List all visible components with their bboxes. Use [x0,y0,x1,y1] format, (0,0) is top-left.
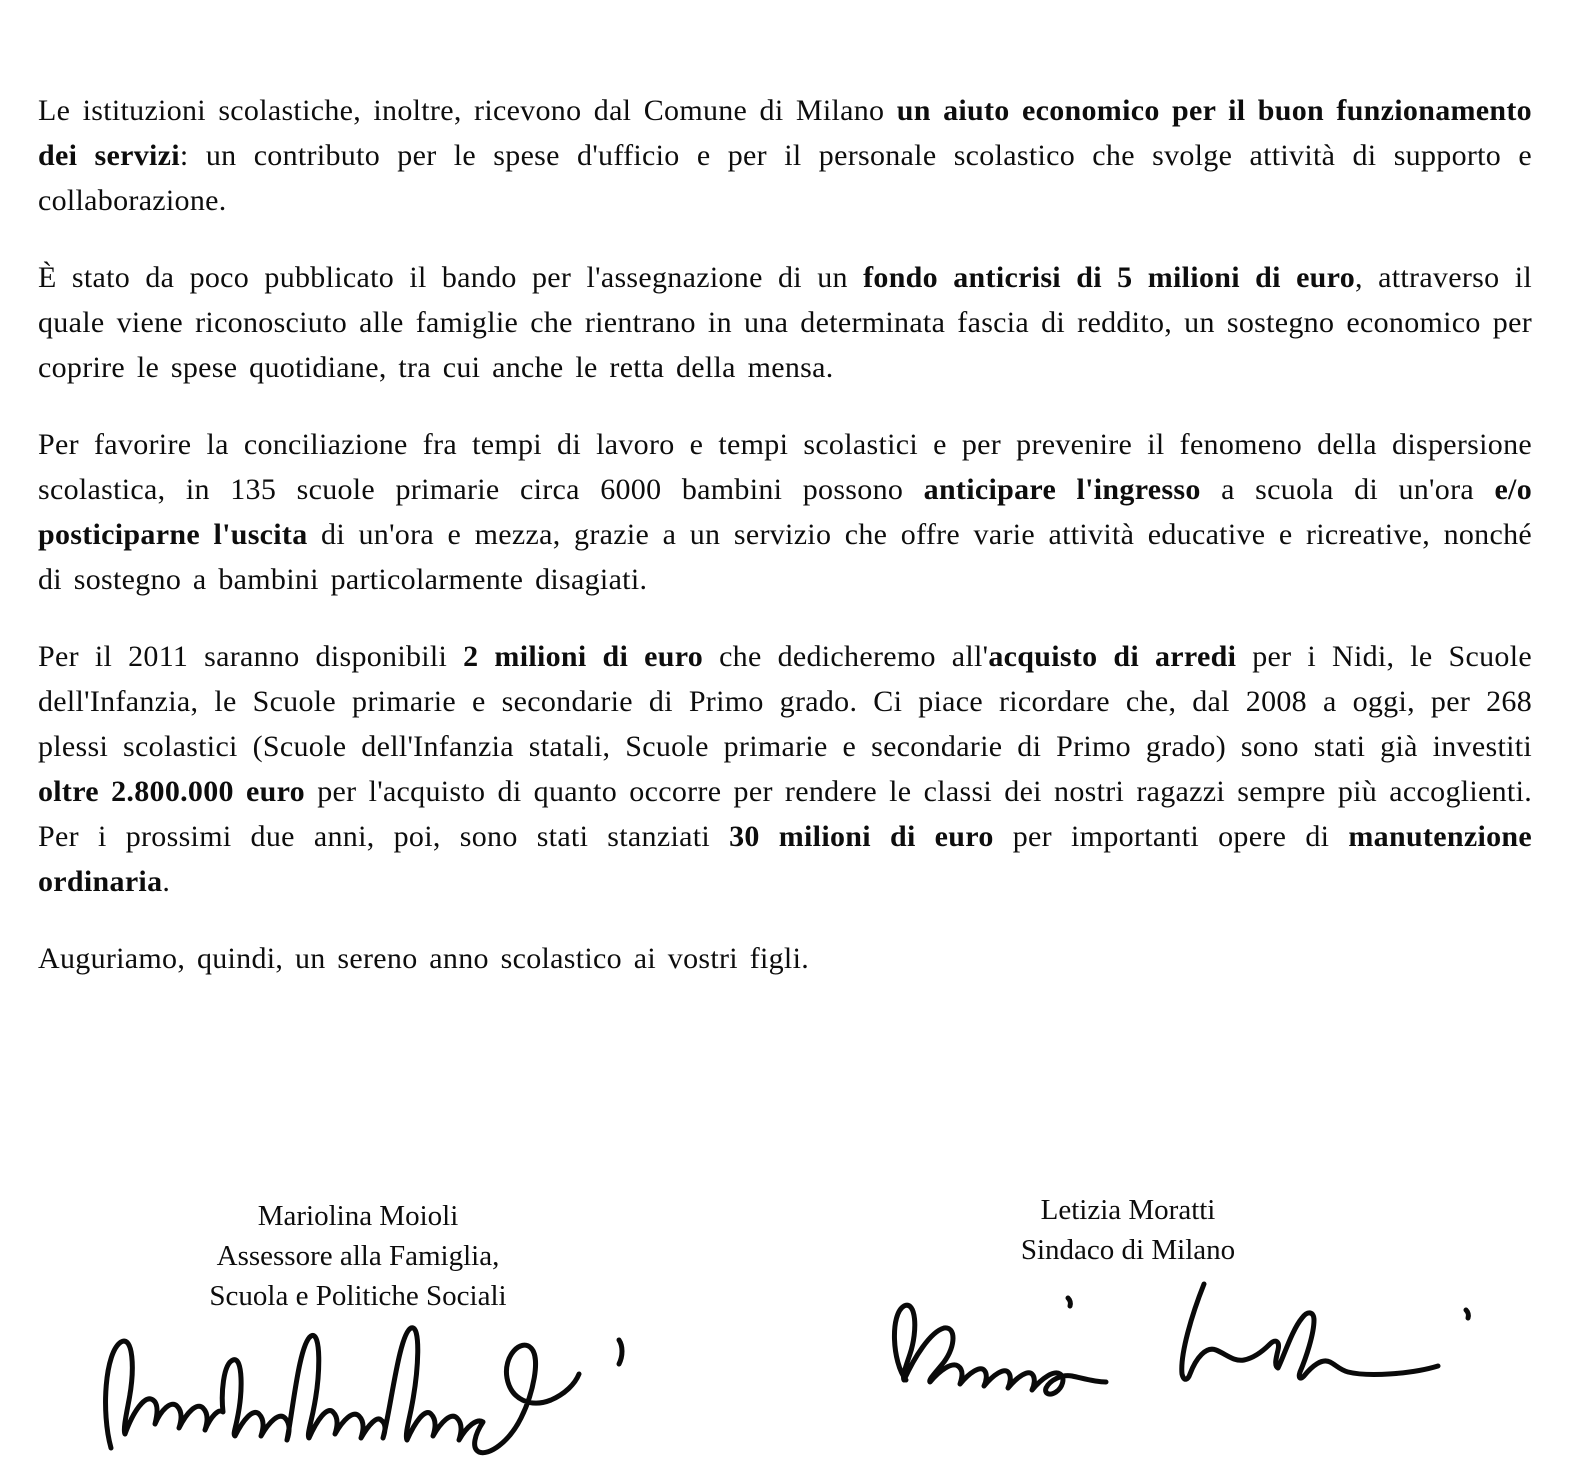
signatory-name: Letizia Moratti [1040,1194,1216,1226]
letter-paragraph-3: Per favorire la conciliazione fra tempi di lavoro e tempi scolastici e per prevenire il fenomeno della dispersione scolastica, in 135 scuole primarie circa 6000 bambini possono anticipare l'ingresso a scuola di un'ora e/o posticiparne l'uscita di un'ora e mezza, grazie a un servizio che offre varie attività educative e ricreative, nonché di sostegno a bambini particolarmente disagiati. [38,428,1532,596]
letter-paragraph-1: Le istituzioni scolastiche, inoltre, ricevono dal Comune di Milano un aiuto economico per il buon funzionamento dei servizi: un contributo per le spese d'ufficio e per il personale scolastico che svolge attività di supporto e collaborazione. [38,94,1532,217]
closing-line: Auguriamo, quindi, un sereno anno scolastico ai vostri figli. [38,942,810,975]
signatory-name: Mariolina Moioli [257,1200,459,1232]
letter-paragraph-4: Per il 2011 saranno disponibili 2 milioni di euro che dedicheremo all'acquisto di arredi per i Nidi, le Scuole dell'Infanzia, le Scuole primarie e secondarie di Primo grado. Ci piace ricordare che, dal 2008 a oggi, per 268 plessi scolastici (Scuole dell'Infanzia statali, Scuole primarie e secondarie di Primo grado) sono stati già investiti oltre 2.800.000 euro per l'acquisto di quanto occorre per rendere le classi dei nostri ragazzi sempre più accoglienti. Per i prossimi due anni, poi, sono stati stanziati 30 milioni di euro per importanti opere di manutenzione ordinaria. [38,640,1533,898]
signature-block-moratti [926,1190,1330,1270]
signatory-role-line: Assessore alla Famiglia, [216,1240,500,1272]
letter-paragraph-2: È stato da poco pubblicato il bando per l'assegnazione di un fondo anticrisi di 5 milioni di euro, attraverso il quale viene riconosciuto alle famiglie che rientrano in una determinata fascia di reddito, un sostegno economico per coprire le spese quotidiane, tra cui anche le retta della mensa. [38,261,1532,384]
signatory-role-line: Scuola e Politiche Sociali [209,1280,507,1312]
letter-body [38,88,1532,981]
handwritten-signature-moratti [872,1270,1480,1410]
signature-block-moioli [158,1196,558,1316]
handwritten-signature-moioli [95,1300,640,1462]
signatory-role-line: Sindaco di Milano [1020,1234,1236,1266]
